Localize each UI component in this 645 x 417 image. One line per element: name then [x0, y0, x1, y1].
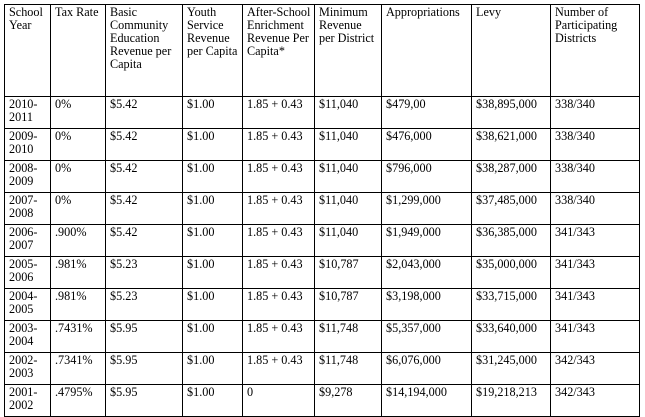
cell-basic-revenue: $5.42	[106, 193, 183, 225]
cell-after-school-revenue: 0	[243, 385, 315, 417]
cell-appropriations: $2,043,000	[382, 257, 472, 289]
cell-levy: $31,245,000	[472, 353, 551, 385]
cell-participating-districts: 341/343	[551, 225, 640, 257]
cell-youth-service-revenue: $1.00	[183, 321, 243, 353]
cell-appropriations: $476,000	[382, 129, 472, 161]
cell-participating-districts: 342/343	[551, 385, 640, 417]
cell-after-school-revenue: 1.85 + 0.43	[243, 289, 315, 321]
cell-participating-districts: 341/343	[551, 257, 640, 289]
cell-after-school-revenue: 1.85 + 0.43	[243, 257, 315, 289]
cell-minimum-revenue: $11,040	[315, 193, 382, 225]
cell-school-year: 2003-2004	[5, 321, 51, 353]
header-tax-rate: Tax Rate	[51, 5, 106, 97]
table-row	[5, 97, 640, 129]
cell-minimum-revenue: $10,787	[315, 257, 382, 289]
table-row	[5, 353, 640, 385]
table-row	[5, 193, 640, 225]
cell-appropriations: $796,000	[382, 161, 472, 193]
cell-youth-service-revenue: $1.00	[183, 257, 243, 289]
header-row	[5, 5, 640, 97]
cell-youth-service-revenue: $1.00	[183, 289, 243, 321]
cell-tax-rate: 0%	[51, 193, 106, 225]
cell-participating-districts: 341/343	[551, 321, 640, 353]
cell-tax-rate: .7431%	[51, 321, 106, 353]
header-school-year: School Year	[5, 5, 51, 97]
cell-basic-revenue: $5.42	[106, 225, 183, 257]
cell-after-school-revenue: 1.85 + 0.43	[243, 225, 315, 257]
cell-school-year: 2004-2005	[5, 289, 51, 321]
cell-appropriations: $1,949,000	[382, 225, 472, 257]
document-page	[4, 4, 640, 417]
cell-school-year: 2008-2009	[5, 161, 51, 193]
cell-tax-rate: .7341%	[51, 353, 106, 385]
cell-participating-districts: 338/340	[551, 129, 640, 161]
cell-tax-rate: .4795%	[51, 385, 106, 417]
cell-levy: $36,385,000	[472, 225, 551, 257]
cell-tax-rate: 0%	[51, 97, 106, 129]
cell-appropriations: $6,076,000	[382, 353, 472, 385]
table-row	[5, 289, 640, 321]
cell-levy: $19,218,213	[472, 385, 551, 417]
cell-participating-districts: 341/343	[551, 289, 640, 321]
cell-school-year: 2005-2006	[5, 257, 51, 289]
cell-youth-service-revenue: $1.00	[183, 353, 243, 385]
cell-school-year: 2001-2002	[5, 385, 51, 417]
cell-youth-service-revenue: $1.00	[183, 161, 243, 193]
cell-basic-revenue: $5.42	[106, 129, 183, 161]
cell-tax-rate: 0%	[51, 129, 106, 161]
cell-tax-rate: .900%	[51, 225, 106, 257]
header-youth-service-revenue: Youth Service Revenue per Capita	[183, 5, 243, 97]
table-row	[5, 129, 640, 161]
cell-participating-districts: 338/340	[551, 193, 640, 225]
header-after-school-revenue: After-School Enrichment Revenue Per Capita*	[243, 5, 315, 97]
cell-minimum-revenue: $11,748	[315, 353, 382, 385]
cell-appropriations: $3,198,000	[382, 289, 472, 321]
cell-basic-revenue: $5.95	[106, 353, 183, 385]
cell-participating-districts: 338/340	[551, 161, 640, 193]
cell-minimum-revenue: $11,748	[315, 321, 382, 353]
cell-minimum-revenue: $10,787	[315, 289, 382, 321]
table-row	[5, 257, 640, 289]
cell-after-school-revenue: 1.85 + 0.43	[243, 353, 315, 385]
cell-tax-rate: .981%	[51, 257, 106, 289]
cell-minimum-revenue: $9,278	[315, 385, 382, 417]
cell-basic-revenue: $5.23	[106, 257, 183, 289]
cell-levy: $33,640,000	[472, 321, 551, 353]
cell-basic-revenue: $5.42	[106, 161, 183, 193]
cell-youth-service-revenue: $1.00	[183, 193, 243, 225]
cell-basic-revenue: $5.23	[106, 289, 183, 321]
cell-after-school-revenue: 1.85 + 0.43	[243, 129, 315, 161]
cell-participating-districts: 338/340	[551, 97, 640, 129]
cell-levy: $38,287,000	[472, 161, 551, 193]
cell-appropriations: $5,357,000	[382, 321, 472, 353]
cell-minimum-revenue: $11,040	[315, 129, 382, 161]
cell-basic-revenue: $5.95	[106, 321, 183, 353]
community-education-revenue-table	[4, 4, 640, 417]
header-appropriations: Appropriations	[382, 5, 472, 97]
cell-appropriations: $14,194,000	[382, 385, 472, 417]
table-body	[5, 97, 640, 417]
header-minimum-revenue: Minimum Revenue per District	[315, 5, 382, 97]
cell-school-year: 2009-2010	[5, 129, 51, 161]
table-row	[5, 225, 640, 257]
table-row	[5, 321, 640, 353]
cell-school-year: 2006-2007	[5, 225, 51, 257]
cell-after-school-revenue: 1.85 + 0.43	[243, 193, 315, 225]
cell-basic-revenue: $5.42	[106, 97, 183, 129]
cell-appropriations: $479,00	[382, 97, 472, 129]
cell-minimum-revenue: $11,040	[315, 225, 382, 257]
cell-levy: $38,621,000	[472, 129, 551, 161]
cell-youth-service-revenue: $1.00	[183, 97, 243, 129]
header-levy: Levy	[472, 5, 551, 97]
cell-levy: $37,485,000	[472, 193, 551, 225]
cell-minimum-revenue: $11,040	[315, 161, 382, 193]
cell-minimum-revenue: $11,040	[315, 97, 382, 129]
cell-levy: $38,895,000	[472, 97, 551, 129]
cell-levy: $35,000,000	[472, 257, 551, 289]
cell-youth-service-revenue: $1.00	[183, 129, 243, 161]
cell-youth-service-revenue: $1.00	[183, 225, 243, 257]
cell-appropriations: $1,299,000	[382, 193, 472, 225]
cell-tax-rate: 0%	[51, 161, 106, 193]
cell-after-school-revenue: 1.85 + 0.43	[243, 161, 315, 193]
cell-levy: $33,715,000	[472, 289, 551, 321]
header-participating-districts: Number of Participating Districts	[551, 5, 640, 97]
cell-after-school-revenue: 1.85 + 0.43	[243, 321, 315, 353]
cell-tax-rate: .981%	[51, 289, 106, 321]
cell-school-year: 2002-2003	[5, 353, 51, 385]
header-basic-revenue: Basic Community Education Revenue per Capita	[106, 5, 183, 97]
table-row	[5, 161, 640, 193]
cell-after-school-revenue: 1.85 + 0.43	[243, 97, 315, 129]
cell-basic-revenue: $5.95	[106, 385, 183, 417]
cell-school-year: 2010-2011	[5, 97, 51, 129]
cell-participating-districts: 342/343	[551, 353, 640, 385]
cell-youth-service-revenue: $1.00	[183, 385, 243, 417]
table-row	[5, 385, 640, 417]
cell-school-year: 2007-2008	[5, 193, 51, 225]
